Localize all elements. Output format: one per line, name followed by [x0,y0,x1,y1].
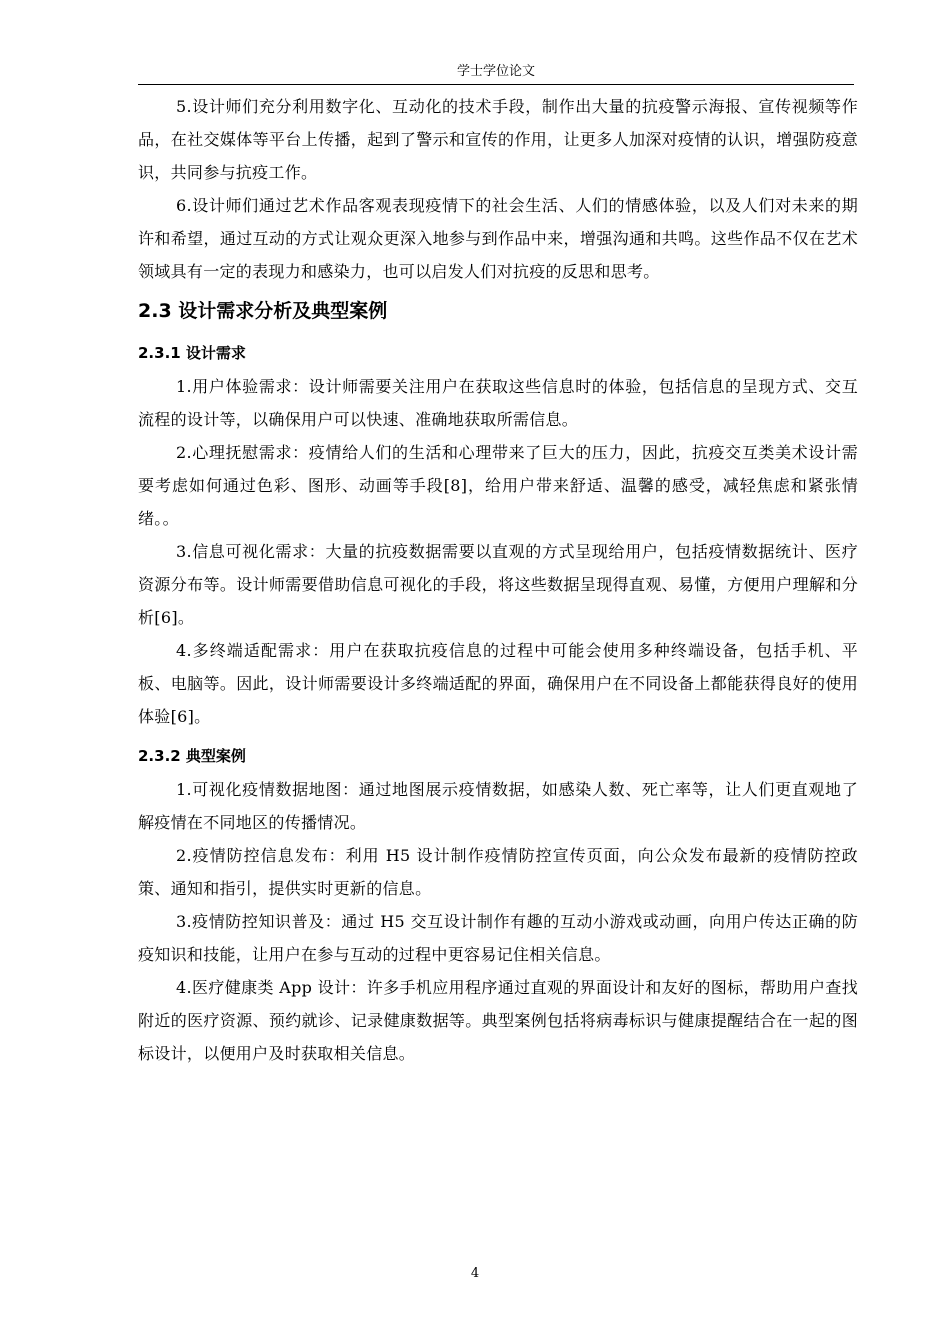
paragraph: 3.疫情防控知识普及：通过 H5 交互设计制作有趣的互动小游戏或动画，向用户传达正确的防疫知识和技能，让用户在参与互动的过程中更容易记住相关信息。 [138,912,858,964]
paragraph: 1.用户体验需求：设计师需要关注用户在获取这些信息时的体验，包括信息的呈现方式、交互流程的设计等，以确保用户可以快速、准确地获取所需信息。 [138,377,858,429]
paragraph: 6.设计师们通过艺术作品客观表现疫情下的社会生活、人们的情感体验，以及人们对未来的期许和希望，通过互动的方式让观众更深入地参与到作品中来，增强沟通和共鸣。这些作品不仅在艺术领域具有一定的表现力和感染力，也可以启发人们对抗疫的反思和思考。 [138,196,858,281]
page-number: 4 [470,1266,480,1281]
paragraph: 4.多终端适配需求：用户在获取抗疫信息的过程中可能会使用多种终端设备，包括手机、平板、电脑等。因此，设计师需要设计多终端适配的界面，确保用户在不同设备上都能获得良好的使用体验[6]。 [138,641,858,726]
paragraph: 3.信息可视化需求：大量的抗疫数据需要以直观的方式呈现给用户，包括疫情数据统计、医疗资源分布等。设计师需要借助信息可视化的手段，将这些数据呈现得直观、易懂，方便用户理解和分析[6]。 [138,542,858,627]
header-rule [138,84,854,85]
section-heading: 2.3 设计需求分析及典型案例 [138,300,388,322]
paragraph: 2.心理抚慰需求：疫情给人们的生活和心理带来了巨大的压力，因此，抗疫交互类美术设计需要考虑如何通过色彩、图形、动画等手段[8]，给用户带来舒适、温馨的感受，减轻焦虑和紧张情绪。。 [138,443,858,528]
subsection-heading: 2.3.1 设计需求 [138,344,246,362]
paragraph: 2.疫情防控信息发布：利用 H5 设计制作疫情防控宣传页面，向公众发布最新的疫情防控政策、通知和指引，提供实时更新的信息。 [138,846,858,898]
subsection-heading: 2.3.2 典型案例 [138,747,246,765]
body-text [138,90,858,1070]
paragraph: 1.可视化疫情数据地图：通过地图展示疫情数据，如感染人数、死亡率等，让人们更直观地了解疫情在不同地区的传播情况。 [138,780,858,832]
paragraph: 4.医疗健康类 App 设计：许多手机应用程序通过直观的界面设计和友好的图标，帮助用户查找附近的医疗资源、预约就诊、记录健康数据等。典型案例包括将病毒标识与健康提醒结合在一起的图标设计，以便用户及时获取相关信息。 [138,978,858,1063]
running-header: 学士学位论文 [456,64,535,79]
paragraph: 5.设计师们充分利用数字化、互动化的技术手段，制作出大量的抗疫警示海报、宣传视频等作品，在社交媒体等平台上传播，起到了警示和宣传的作用，让更多人加深对疫情的认识，增强防疫意识，共同参与抗疫工作。 [138,97,858,182]
